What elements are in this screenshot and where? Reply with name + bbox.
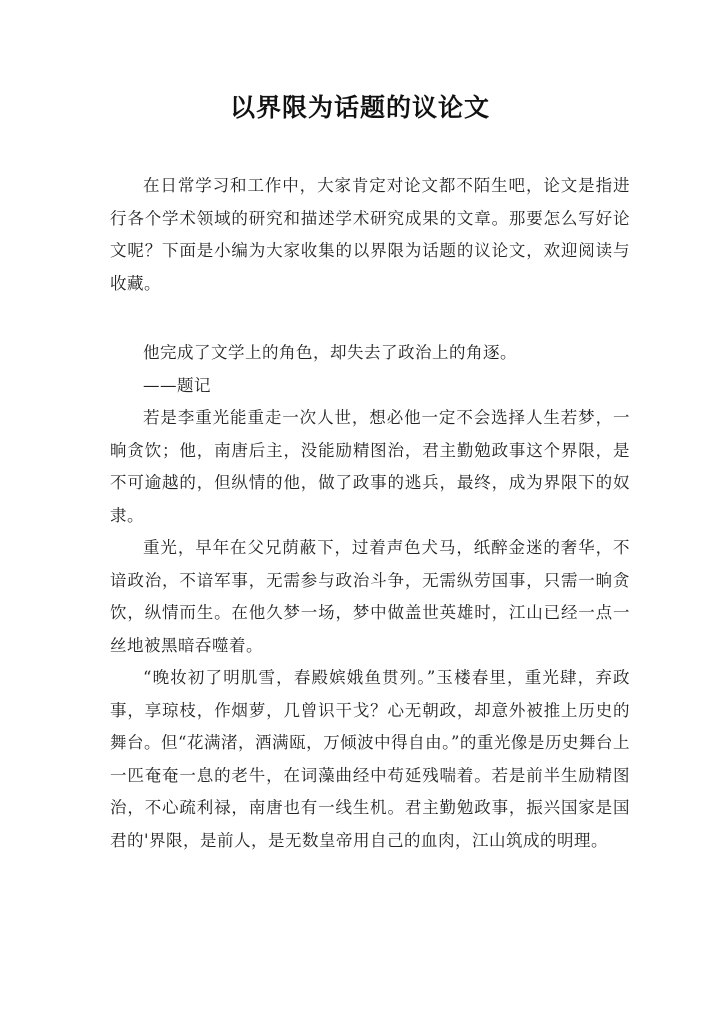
document-title: 以界限为话题的议论文 — [229, 93, 490, 122]
essay-section — [110, 337, 630, 857]
essay-paragraph: 若是李重光能重走一次人世，想必他一定不会选择人生若梦，一晌贪饮；他，南唐后主，没能励精图治，君主勤勉政事这个界限，是不可逾越的，但纵情的他，做了政事的逃兵，最终，成为界限下的奴隶。 — [110, 408, 630, 525]
intro-section — [110, 170, 630, 300]
essay-paragraph: 重光，早年在父兄荫蔽下，过着声色犬马，纸醉金迷的奢华，不谙政治，不谙军事，无需参与政治斗争，无需纵劳国事，只需一晌贪饮，纵情而生。在他久梦一场，梦中做盖世英雄时，江山已经一点一丝地被黑暗吞噬着。 — [110, 538, 630, 655]
intro-paragraph: 在日常学习和工作中，大家肯定对论文都不陌生吧，论文是指进行各个学术领域的研究和描述学术研究成果的文章。那要怎么写好论文呢？下面是小编为大家收集的以界限为话题的议论文，欢迎阅读与收藏。 — [110, 176, 630, 293]
epigraph-paragraph: 他完成了文学上的角色，却失去了政治上的角逐。 — [143, 343, 517, 362]
essay-paragraph: “晚妆初了明肌雪，春殿嫔娥鱼贯列。”玉楼春里，重光肆，弃政事，享琼枝，作烟萝，几曾识干戈？心无朝政，却意外被推上历史的舞台。但“花满渚，酒满瓯，万倾波中得自由。”的重光像是历史舞台上一匹奄奄一息的老牛，在词藻曲经中苟延残喘着。若是前半生励精图治，不心疏利禄，南唐也有一线生机。君主勤勉政事，振兴国家是国君的'界限，是前人，是无数皇帝用自己的血肉，江山筑成的明理。 — [110, 668, 630, 850]
epigraph-attribution: ——题记 — [143, 375, 211, 395]
